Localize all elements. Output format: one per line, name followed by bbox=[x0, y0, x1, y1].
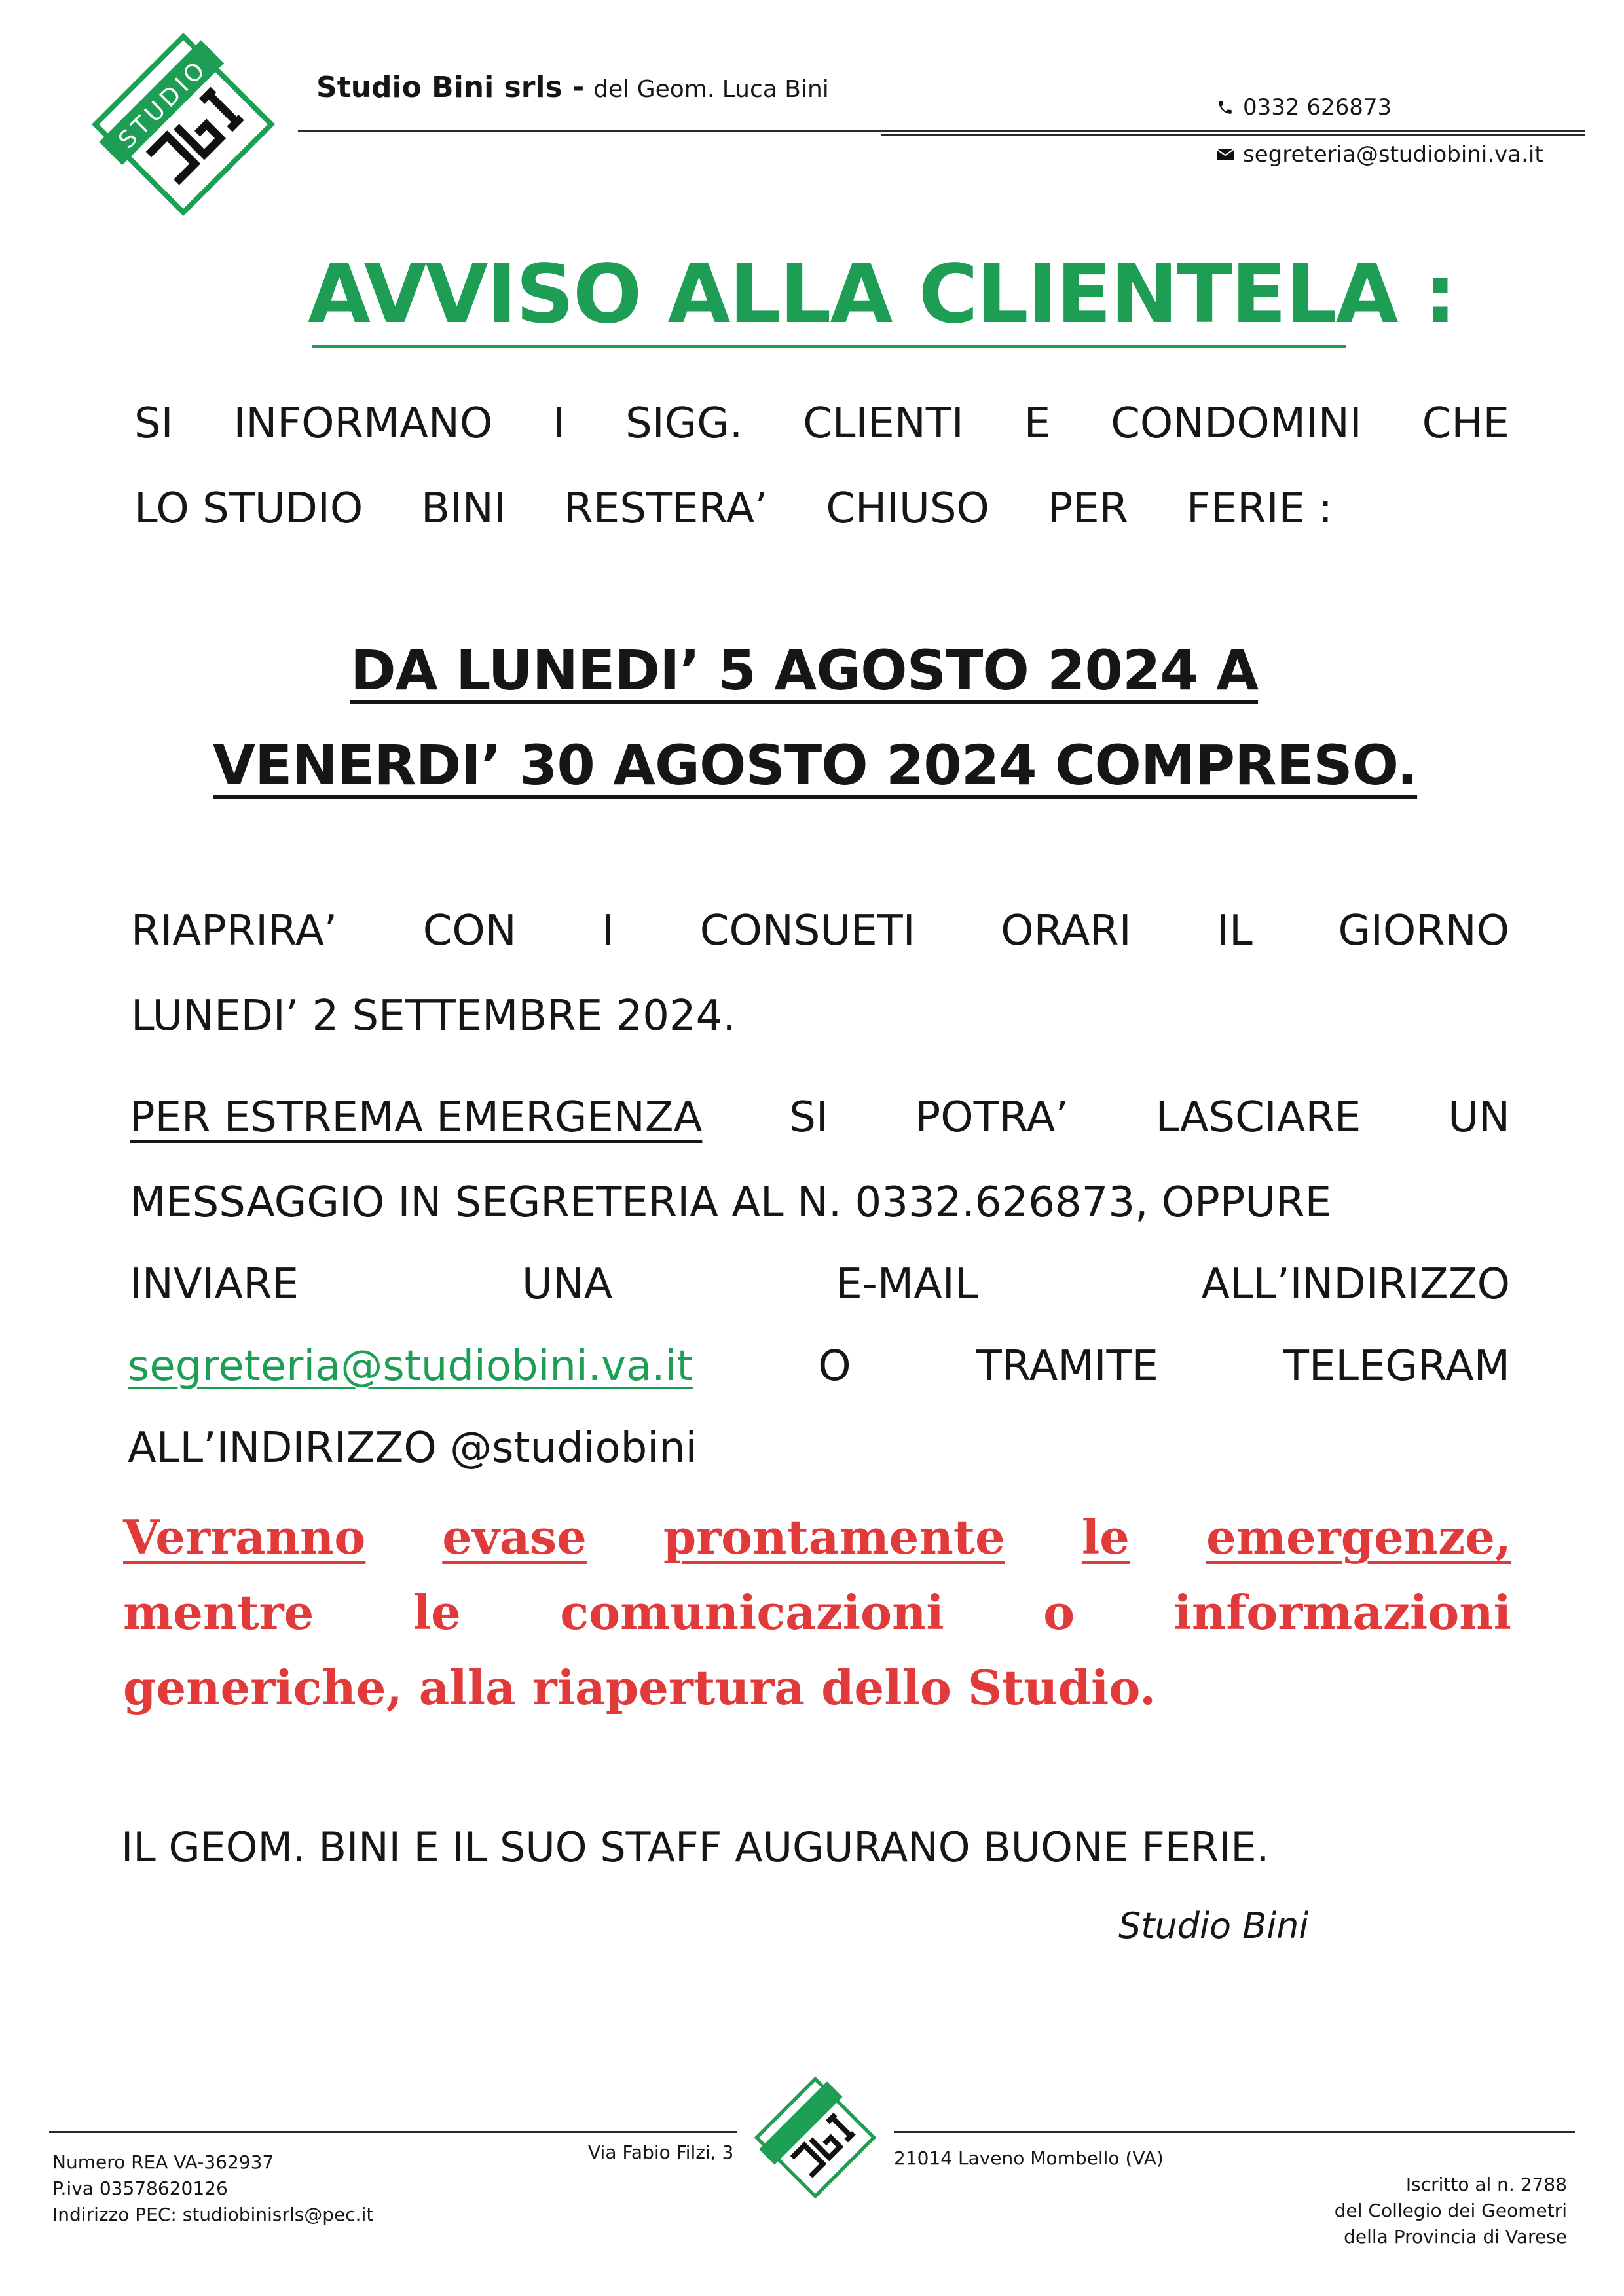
notice-line-2: mentre le comunicazioni o informazioni bbox=[123, 1584, 1511, 1640]
header-email: segreteria@studiobini.va.it bbox=[1217, 141, 1543, 168]
header-divider bbox=[298, 130, 1585, 132]
notice-line-3: generiche, alla riapertura dello Studio. bbox=[123, 1660, 1156, 1715]
footer-divider-left bbox=[49, 2131, 737, 2133]
company-name: Studio Bini srls - del Geom. Luca Bini bbox=[316, 71, 829, 104]
footer-reg-1: Iscritto al n. 2788 bbox=[1405, 2174, 1567, 2195]
footer-address-street: Via Fabio Filzi, 3 bbox=[588, 2141, 734, 2163]
email-link[interactable]: segreteria@studiobini.va.it bbox=[128, 1342, 693, 1391]
emergency-line-4: segreteria@studiobini.va.it O TRAMITE TELEGRAM bbox=[128, 1342, 1510, 1391]
owner-name: del Geom. Luca Bini bbox=[593, 76, 829, 103]
emergency-line-1: PER ESTREMA EMERGENZA SI POTRA’ LASCIARE UN bbox=[130, 1093, 1510, 1142]
footer-reg-3: della Provincia di Varese bbox=[1344, 2226, 1567, 2248]
phone-icon bbox=[1217, 99, 1234, 116]
signature: Studio Bini bbox=[1118, 1905, 1309, 1946]
intro-line-1: SI INFORMANO I SIGG. CLIENTI E CONDOMINI CHE bbox=[134, 399, 1509, 448]
dates-line-2: VENERDI’ 30 AGOSTO 2024 COMPRESO. bbox=[213, 733, 1418, 797]
notice-line-1: Verranno evase prontamente le emergenze, bbox=[123, 1509, 1511, 1565]
logo-text: STUDIO bbox=[113, 54, 213, 155]
dates-line-1: DA LUNEDI’ 5 AGOSTO 2024 A bbox=[350, 638, 1259, 702]
footer-rea: Numero REA VA-362937 bbox=[52, 2151, 274, 2173]
footer-divider-right bbox=[894, 2131, 1575, 2133]
page-title: AVVISO ALLA CLIENTELA : bbox=[308, 247, 1456, 342]
closing-line: IL GEOM. BINI E IL SUO STAFF AUGURANO BUONE FERIE. bbox=[121, 1823, 1270, 1871]
emergency-line-3: INVIARE UNA E-MAIL ALL’INDIRIZZO bbox=[130, 1260, 1510, 1309]
emergency-line-5: ALL’INDIRIZZO @studiobini bbox=[128, 1424, 697, 1472]
title-underline bbox=[312, 345, 1346, 348]
intro-line-2: LO STUDIO BINI RESTERA’ CHIUSO PER FERIE : bbox=[134, 484, 1333, 533]
header-divider-2 bbox=[881, 134, 1585, 136]
emergency-line-2: MESSAGGIO IN SEGRETERIA AL N. 0332.626873, OPPURE bbox=[130, 1178, 1332, 1227]
reopen-line-1: RIAPRIRA’ CON I CONSUETI ORARI IL GIORNO bbox=[131, 907, 1509, 955]
footer-logo bbox=[750, 2072, 881, 2203]
footer-piva: P.iva 03578620126 bbox=[52, 2178, 228, 2199]
footer-address-city: 21014 Laveno Mombello (VA) bbox=[894, 2147, 1164, 2169]
emergency-lead: PER ESTREMA EMERGENZA bbox=[130, 1093, 703, 1142]
studio-logo bbox=[85, 26, 282, 223]
envelope-icon bbox=[1217, 148, 1234, 161]
reopen-line-2: LUNEDI’ 2 SETTEMBRE 2024. bbox=[131, 992, 736, 1040]
footer-pec: Indirizzo PEC: studiobinisrls@pec.it bbox=[52, 2204, 374, 2225]
footer-reg-2: del Collegio dei Geometri bbox=[1334, 2200, 1567, 2221]
header-phone: 0332 626873 bbox=[1217, 94, 1392, 120]
